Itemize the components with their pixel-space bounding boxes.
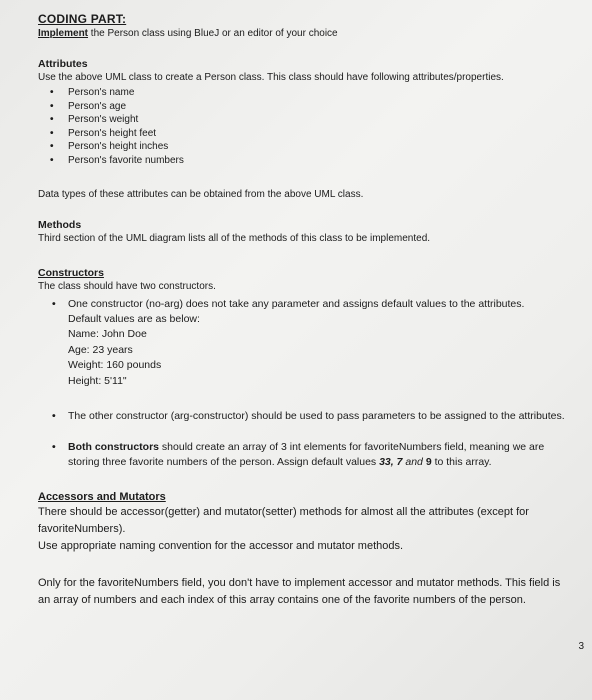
page-subtitle [38, 27, 574, 41]
list-item: • Person's height inches [68, 140, 574, 154]
accessors-line-2: Use appropriate naming convention for the accessor and mutator methods. [38, 540, 404, 553]
page-title: CODING PART: [38, 12, 127, 26]
subtitle-rest: the Person class using BlueJ or an editor of your choice [88, 28, 338, 39]
subtitle-lead: Implement [38, 28, 89, 39]
list-item: • Person's height feet [68, 127, 574, 141]
methods-text: Third section of the UML diagram lists all of the methods of this class to be implemented. [38, 232, 431, 244]
default-age: Age: 23 years [68, 343, 133, 356]
defaults-intro: Default values are as below: [68, 312, 200, 325]
bullet-3-text-a: should create an array of 3 int elements for favoriteNumbers field, meaning we are storing three favorite numbers of the person. Assign default values [68, 441, 545, 469]
bullet-dot: • [52, 410, 56, 423]
constructor-bullet-1 [38, 297, 574, 312]
bullet-dot: • [52, 441, 56, 454]
constructors-intro: The class should have two constructors. [38, 280, 216, 292]
constructor-bullet-2 [38, 409, 574, 424]
attributes-intro: Use the above UML class to create a Person class. This class should have following attributes/properties. [38, 72, 504, 83]
bullet-3-value-1: 33, 7 [379, 456, 403, 469]
attributes-note: Data types of these attributes can be obtained from the above UML class. [38, 188, 364, 200]
accessors-title: Accessors and Mutators [38, 491, 166, 504]
list-item: • Person's weight [68, 113, 574, 127]
default-weight: Weight: 160 pounds [68, 359, 162, 372]
accessors-line-1: There should be accessor(getter) and mutator(setter) methods for almost all the attributes (except for favoriteNumbers). [38, 506, 529, 536]
attributes-title: Attributes [38, 58, 88, 70]
attributes-list [38, 86, 574, 168]
default-height: Height: 5'11" [68, 374, 127, 387]
page-number: 3 [578, 641, 584, 652]
final-note: Only for the favoriteNumbers field, you don't have to implement accessor and mutator methods. This field is an array of numbers and each index of this array contains one of the favorite numbers of the person. [38, 577, 561, 607]
constructor-bullet-3 [38, 440, 574, 470]
methods-title: Methods [38, 218, 82, 231]
constructor-bullet-2-text: The other constructor (arg-constructor) should be used to pass parameters to be assigned to the attributes. [68, 410, 565, 423]
constructors-title: Constructors [38, 266, 104, 279]
list-item: • Person's age [68, 100, 574, 114]
bullet-3-and: and [402, 456, 426, 469]
bullet-dot: • [52, 297, 56, 310]
bullet-3-end: to this array. [431, 456, 492, 469]
list-item: • Person's favorite numbers [68, 154, 574, 168]
bullet-3-bold: Both constructors [68, 441, 160, 454]
default-name: Name: John Doe [68, 328, 147, 341]
list-item: • Person's name [68, 86, 574, 100]
bullet-3-value-2: 9 [425, 456, 432, 469]
defaults-block [38, 312, 574, 390]
constructor-bullet-1-text: One constructor (no-arg) does not take any parameter and assigns default values to the attributes. [68, 297, 525, 310]
